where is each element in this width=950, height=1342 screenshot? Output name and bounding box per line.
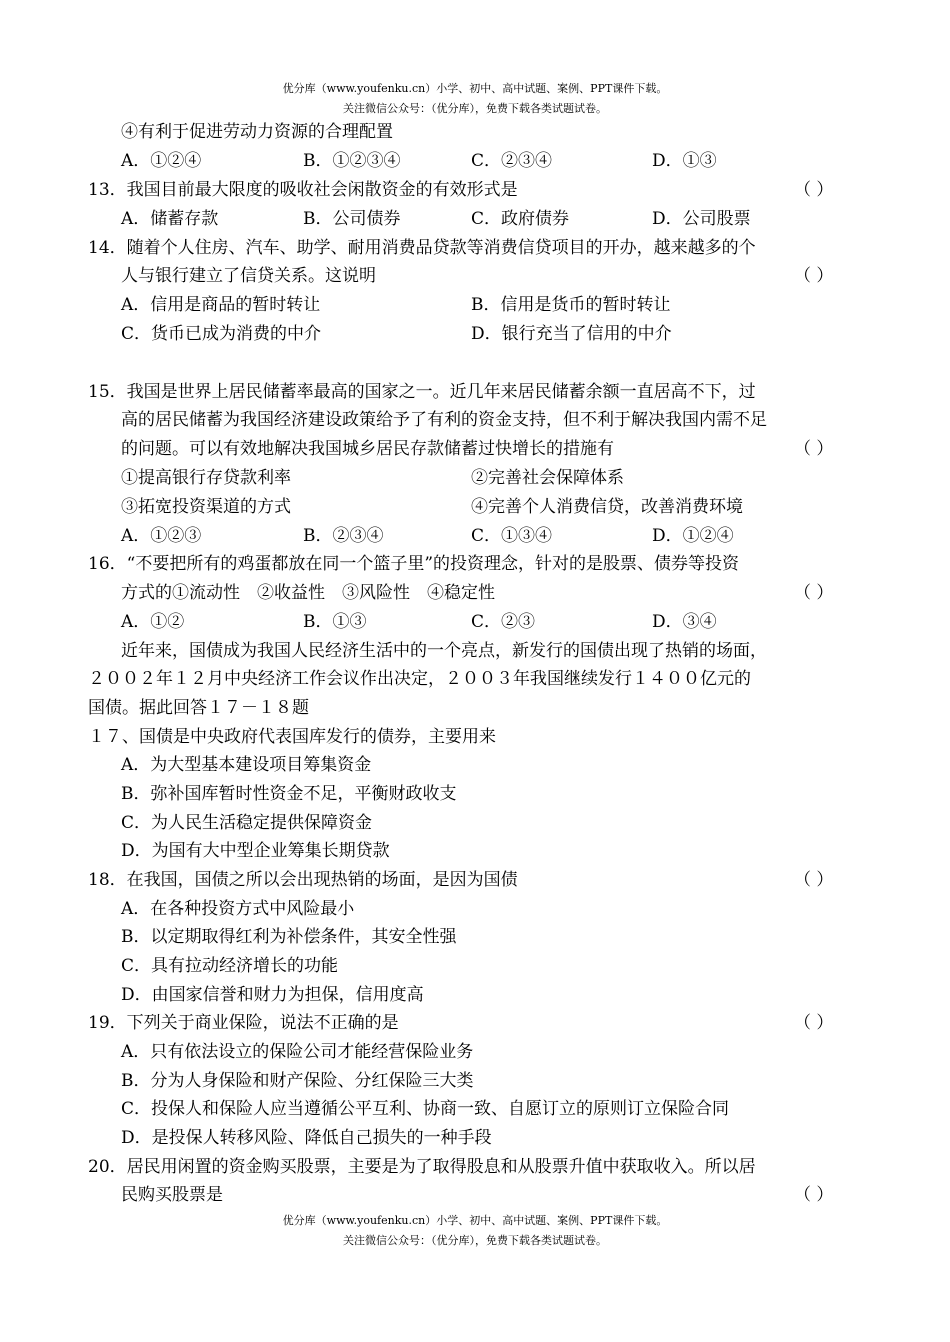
q15-stem-line-3: 的问题。可以有效地解决我国城乡居民存款储蓄过快增长的措施有	[121, 439, 614, 459]
q18-option-b: B．以定期取得红利为补偿条件，其安全性强	[121, 927, 457, 947]
q14-answer-blank: （ ）	[794, 266, 834, 286]
q19-answer-blank: （ ）	[794, 1013, 834, 1033]
q18-option-d: D．由国家信誉和财力为担保，信用度高	[121, 985, 424, 1005]
q19-option-d: D．是投保人转移风险、降低自己损失的一种手段	[121, 1128, 492, 1148]
q15-answer-blank: （ ）	[794, 439, 834, 459]
q15-option-a: A．①②③	[121, 526, 202, 546]
q14-option-a: A．信用是商品的暂时转让	[121, 295, 321, 315]
footer-line-2: 关注微信公众号：（优分库），免费下载各类试题试卷。	[343, 1234, 607, 1247]
passage-line-1: 近年来，国债成为我国人民经济生活中的一个亮点，新发行的国债出现了热销的场面，	[121, 641, 767, 661]
q15-item-1: ①提高银行存贷款利率	[121, 468, 291, 488]
q16-option-d: D．③④	[652, 612, 717, 632]
passage-line-2: ２００２年１２月中央经济工作会议作出决定，２００３年我国继续发行１４００亿元的	[88, 669, 751, 689]
q15-item-2: ②完善社会保障体系	[471, 468, 624, 488]
q15-item-4: ④完善个人消费信贷，改善消费环境	[471, 497, 743, 517]
q20-stem-line-2: 民购买股票是	[121, 1185, 223, 1205]
q15-option-c: C．①③④	[471, 526, 553, 546]
q19-option-a: A．只有依法设立的保险公司才能经营保险业务	[121, 1042, 474, 1062]
q14-stem-line-1: 14．随着个人住房、汽车、助学、耐用消费品贷款等消费信贷项目的开办，越来越多的个	[88, 238, 756, 258]
q12-option-c: C．②③④	[471, 151, 553, 171]
q13-option-c: C．政府债券	[471, 209, 570, 229]
q16-stem-line-2: 方式的①流动性 ②收益性 ③风险性 ④稳定性	[121, 583, 495, 603]
q18-stem: 18．在我国，国债之所以会出现热销的场面，是因为国债	[88, 870, 518, 890]
header-line-2: 关注微信公众号：（优分库），免费下载各类试题试卷。	[343, 102, 607, 115]
header-line-1: 优分库（www.youfenku.cn）小学、初中、高中试题、案例、PPT课件下载。	[282, 82, 668, 95]
q16-option-a: A．①②	[121, 612, 185, 632]
q15-option-b: B．②③④	[303, 526, 384, 546]
q20-answer-blank: （ ）	[794, 1185, 834, 1205]
q16-option-c: C．②③	[471, 612, 536, 632]
q13-stem: 13．我国目前最大限度的吸收社会闲散资金的有效形式是	[88, 180, 518, 200]
q12-item-4: ④有利于促进劳动力资源的合理配置	[121, 122, 393, 142]
passage-line-3: 国债。据此回答１７－１８题	[88, 698, 309, 718]
q18-option-a: A．在各种投资方式中风险最小	[121, 899, 355, 919]
q15-stem-line-2: 高的居民储蓄为我国经济建设政策给予了有利的资金支持，但不利于解决我国内需不足	[121, 410, 767, 430]
q16-option-b: B．①③	[303, 612, 367, 632]
q16-answer-blank: （ ）	[794, 583, 834, 603]
q12-option-a: A．①②④	[121, 151, 202, 171]
q13-option-d: D．公司股票	[652, 209, 751, 229]
q15-option-d: D．①②④	[652, 526, 734, 546]
q17-option-d: D．为国有大中型企业筹集长期贷款	[121, 841, 390, 861]
q19-stem: 19．下列关于商业保险，说法不正确的是	[88, 1013, 399, 1033]
q13-option-a: A．储蓄存款	[121, 209, 219, 229]
q14-option-c: C．货币已成为消费的中介	[121, 324, 322, 344]
q17-option-b: B．弥补国库暂时性资金不足，平衡财政收支	[121, 784, 457, 804]
q15-stem-line-1: 15．我国是世界上居民储蓄率最高的国家之一。近几年来居民储蓄余额一直居高不下，过	[88, 382, 756, 402]
q18-option-c: C．具有拉动经济增长的功能	[121, 956, 339, 976]
q15-item-3: ③拓宽投资渠道的方式	[121, 497, 291, 517]
q14-option-b: B．信用是货币的暂时转让	[471, 295, 671, 315]
q18-answer-blank: （ ）	[794, 870, 834, 890]
q13-option-b: B．公司债券	[303, 209, 401, 229]
q17-option-c: C．为人民生活稳定提供保障资金	[121, 813, 373, 833]
q14-option-d: D．银行充当了信用的中介	[471, 324, 672, 344]
q16-stem-line-1: 16．“不要把所有的鸡蛋都放在同一个篮子里”的投资理念，针对的是股票、债券等投资	[88, 554, 740, 574]
footer-line-1: 优分库（www.youfenku.cn）小学、初中、高中试题、案例、PPT课件下载。	[282, 1214, 668, 1227]
q19-option-b: B．分为人身保险和财产保险、分红保险三大类	[121, 1071, 474, 1091]
q20-stem-line-1: 20．居民用闲置的资金购买股票，主要是为了取得股息和从股票升值中获取收入。所以居	[88, 1157, 756, 1177]
q13-answer-blank: （ ）	[794, 180, 834, 200]
q12-option-b: B．①②③④	[303, 151, 401, 171]
q19-option-c: C．投保人和保险人应当遵循公平互利、协商一致、自愿订立的原则订立保险合同	[121, 1099, 730, 1119]
q17-stem: １７、国债是中央政府代表国库发行的债券，主要用来	[88, 727, 496, 747]
q14-stem-line-2: 人与银行建立了信贷关系。这说明	[121, 266, 376, 286]
q17-option-a: A．为大型基本建设项目筹集资金	[121, 755, 372, 775]
q12-option-d: D．①③	[652, 151, 717, 171]
